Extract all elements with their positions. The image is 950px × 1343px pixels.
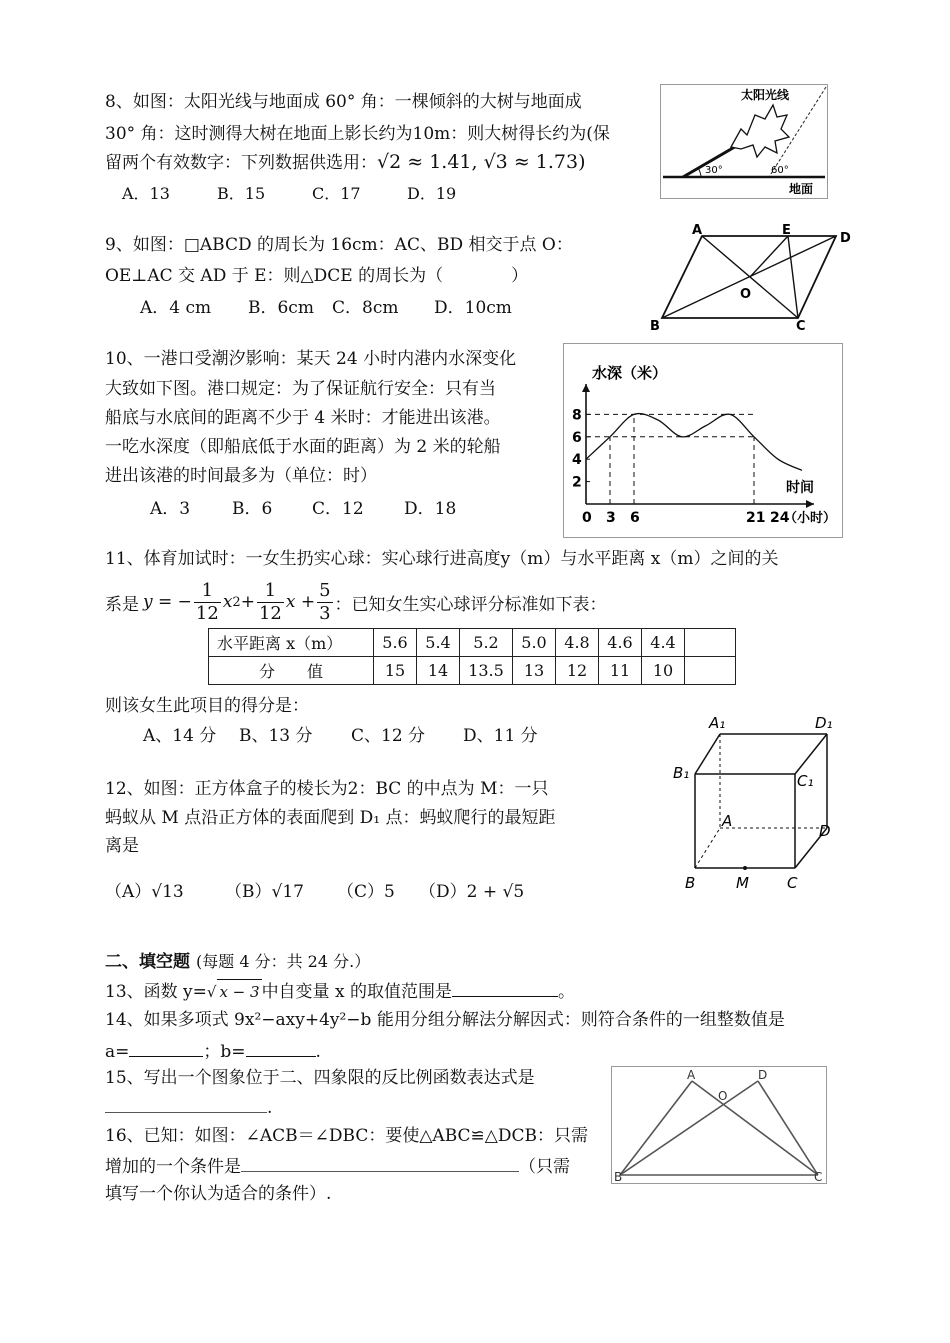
q10-chart-labels: [572, 364, 836, 526]
q16-answer-blank[interactable]: [241, 1153, 519, 1172]
q15-line2: [105, 1094, 272, 1120]
q11-line2: [105, 576, 607, 628]
q11-table-header: 水平距离 x（m）: [209, 629, 374, 657]
q10-line3: 船底与水底间的距离不少于 4 米时：才能进出该港。: [105, 408, 501, 428]
q8-line1: 8、如图：太阳光线与地面成 60° 角：一棵倾斜的大树与地面成: [105, 92, 582, 112]
q16-label-a: A: [687, 1068, 696, 1082]
q11-after: 则该女生此项目的得分是：: [105, 696, 309, 716]
q13-sqrt: x − 3: [217, 979, 261, 1004]
q11-score-cell: 12: [556, 657, 599, 685]
y-tick-label: 4: [572, 452, 582, 469]
q8-figure: [660, 84, 828, 199]
q8-line3-text: 留两个有效数字：下列数据供选用：: [105, 153, 377, 173]
q11-table-row-label: 分 值: [209, 657, 374, 685]
q8-figure-svg: [661, 85, 827, 198]
q12-label-m: M: [736, 874, 749, 892]
y-axis-arrow: [582, 384, 590, 392]
q16-line2: [105, 1153, 570, 1179]
q11-frac3-den: 3: [319, 602, 331, 624]
q12-option-c: （C）5: [337, 882, 395, 902]
q11-formula-sup: 2: [232, 594, 241, 610]
q9-segment-ce: [788, 236, 798, 318]
q13-answer-blank[interactable]: [452, 978, 558, 997]
x-tick-label: 6: [630, 510, 640, 526]
q11-frac2-num: 1: [257, 580, 284, 603]
x-tick-label: 21: [746, 510, 766, 526]
q12-line1: 12、如图：正方体盒子的棱长为2：BC 的中点为 M：一只: [105, 779, 549, 799]
q8-line2: 30° 角：这时测得大树在地面上影长约为10m：则大树得长约为(保: [105, 124, 610, 144]
q9-line1: 9、如图：□ABCD 的周长为 16cm：AC、BD 相交于点 O：: [105, 235, 573, 255]
q16-label-o: O: [718, 1089, 728, 1103]
q11-score-cell: 10: [642, 657, 685, 685]
q8-option-b: B．15: [217, 184, 266, 203]
q13-end: 。: [557, 982, 575, 1002]
q11-frac1-num: 1: [194, 580, 221, 603]
q11-score-cell: 13: [513, 657, 556, 685]
q8-options: [122, 181, 456, 204]
q12-label-a1: A₁: [709, 714, 726, 732]
q8-angle-arc-30: [698, 168, 701, 177]
q10-chart-svg: [564, 344, 842, 537]
q8-tree-crown: [731, 105, 789, 157]
x-tick-label: 24: [770, 510, 790, 526]
q11-line2-pre: 系是: [105, 594, 139, 615]
q10-line2: 大致如下图。港口规定：为了保证航行安全：只有当: [105, 379, 496, 399]
q15-line1: 15、写出一个图象位于二、四象限的反比例函数表达式是: [105, 1068, 535, 1088]
q9-option-d: D．10cm: [434, 298, 512, 318]
q12-edge-b1a1: [695, 734, 720, 774]
q10-chart-series: [586, 414, 802, 471]
q8-option-a: A．13: [122, 184, 170, 203]
tide-depth-line: [586, 414, 802, 471]
q11-formula-x: x +: [285, 592, 316, 612]
q12-option-a: （A）√13: [105, 882, 184, 902]
section2-heading: [105, 950, 370, 974]
q12-line2: 蚂蚁从 M 点沿正方体的表面爬到 D₁ 点：蚂蚁爬行的最短距: [105, 808, 556, 828]
q10-chart: [563, 343, 843, 538]
x-tick-label: 0: [582, 510, 592, 526]
q8-label-ground: 地面: [789, 182, 814, 196]
q14-sep: ；b=: [203, 1042, 246, 1062]
q11-frac2: [257, 580, 284, 625]
q16-line2-pre: 增加的一个条件是: [105, 1157, 241, 1177]
q9-label-d: D: [840, 231, 851, 246]
q14-line1: 14、如果多项式 9x²−axy+4y²−b 能用分组分解法分解因式：则符合条件的一组整数值是: [105, 1010, 785, 1030]
q10-option-b: B．6: [232, 499, 273, 519]
y-tick-label: 2: [572, 474, 582, 491]
q11-score-cell: 14: [417, 657, 460, 685]
q11-score-cell: 11: [599, 657, 642, 685]
q12-label-c1: C₁: [797, 772, 814, 790]
q11-option-a: A、14 分: [143, 726, 217, 746]
q11-frac3-num: 5: [319, 579, 331, 601]
table-row: [209, 629, 736, 657]
q16-label-d: D: [758, 1068, 768, 1082]
section2-note: (每题 4 分：共 24 分.）: [196, 952, 371, 971]
q10-line1: 10、一港口受潮汐影响：某天 24 小时内港内水深变化: [105, 349, 517, 369]
q11-distance-cell: 5.6: [374, 629, 417, 657]
q10-line4: 一吃水深度（即船底低于水面的距离）为 2 米的轮船: [105, 437, 501, 457]
y-tick-label: 8: [572, 407, 582, 424]
section2-title: 二、填空题: [105, 952, 190, 972]
q11-frac1-den: 12: [195, 602, 219, 624]
q9-option-c: C．8cm: [332, 298, 399, 318]
q8-line3: [105, 150, 586, 175]
q8-option-d: D．19: [407, 184, 457, 203]
q14-b-blank[interactable]: [246, 1038, 316, 1057]
q12-label-d: D: [819, 822, 831, 840]
q12-option-d: （D）2 + √5: [419, 882, 525, 902]
q16-label-c: C: [814, 1170, 823, 1183]
q11-option-b: B、13 分: [239, 726, 313, 746]
q10-chart-reference-lines: [586, 414, 754, 504]
q11-formula-plus: +: [240, 592, 255, 612]
q12-label-a: A: [722, 812, 733, 830]
q11-score-cell: [685, 657, 736, 685]
q8-label-60: 60°: [771, 165, 789, 176]
q9-diagonal-bd: [662, 236, 836, 318]
q12-edge-c1d1: [795, 734, 827, 774]
x-axis-title-unit: （小时）: [784, 511, 837, 526]
y-tick-label: 6: [572, 429, 582, 446]
q12-cube-figure: [665, 706, 855, 896]
q10-option-d: D．18: [404, 499, 457, 519]
q13-line: 13、函数 y=√ x − 3 中自变量 x 的取值范围是 。: [105, 978, 575, 1004]
q16-line1: 16、已知：如图：∠ACB＝∠DBC：要使△ABC≌△DCB：只需: [105, 1126, 588, 1146]
q12-edge-ba-hidden: [695, 828, 720, 868]
y-axis-title: 水深（米）: [592, 364, 668, 382]
q14-line2: [105, 1038, 321, 1064]
q11-distance-cell: 4.4: [642, 629, 685, 657]
q11-score-table: [208, 628, 736, 685]
q11-distance-cell: 5.4: [417, 629, 460, 657]
q11-distance-cell: 4.8: [556, 629, 599, 657]
q11-distance-cell: 5.0: [513, 629, 556, 657]
q12-point-m: [743, 866, 747, 870]
x-axis-title: 时间: [786, 480, 814, 496]
table-row: [209, 657, 736, 685]
q12-label-c: C: [787, 874, 798, 892]
q15-end: .: [267, 1098, 273, 1118]
q12-label-b: B: [685, 874, 696, 892]
q10-chart-axes: [582, 384, 814, 508]
q9-line2: OE⊥AC 交 AD 于 E：则△DCE 的周长为（ ）: [105, 266, 529, 286]
q14-a-label: a=: [105, 1042, 130, 1062]
q12-options: [105, 877, 524, 902]
q13-post: 中自变量 x 的取值范围是: [261, 982, 452, 1002]
q10-line5: 进出该港的时间最多为（单位：时）: [105, 466, 377, 486]
q14-a-blank[interactable]: [129, 1038, 203, 1057]
q9-segment-oe: [750, 236, 788, 277]
x-tick-label: 3: [606, 510, 616, 526]
q11-frac1: [194, 580, 221, 625]
q16-segment-ba: [620, 1081, 692, 1175]
q9-option-b: B．6cm: [248, 298, 314, 318]
q16-segment-ca: [692, 1081, 818, 1175]
q12-option-b: （B）√17: [225, 882, 304, 902]
q16-figure-svg: [612, 1067, 826, 1183]
q16-label-b: B: [614, 1170, 623, 1183]
q12-label-d1: D₁: [815, 714, 833, 732]
q12-line3: 离是: [105, 836, 139, 856]
q9-figure: [640, 222, 860, 334]
q15-answer-blank[interactable]: [105, 1094, 267, 1113]
q11-score-cell: 13.5: [460, 657, 513, 685]
x-axis-arrow: [806, 500, 814, 508]
q11-line1: 11、体育加试时：一女生扔实心球：实心球行进高度y（m）与水平距离 x（m）之间的关: [105, 549, 779, 569]
q16-segment-cd: [758, 1081, 818, 1175]
q9-label-e: E: [782, 223, 791, 238]
q10-option-c: C．12: [312, 499, 364, 519]
q13-pre: 13、函数 y=: [105, 982, 207, 1002]
q9-label-o: O: [740, 287, 752, 302]
q11-options: [143, 721, 538, 746]
q11-option-d: D、11 分: [463, 726, 538, 746]
q16-figure: [611, 1066, 827, 1184]
q16-line2-post: （只需: [519, 1157, 570, 1177]
q9-option-a: A．4 cm: [140, 298, 212, 318]
q16-line3: 填写一个你认为适合的条件）.: [105, 1184, 332, 1204]
q11-frac2-den: 12: [258, 602, 282, 624]
q8-line3-math: √2 ≈ 1.41, √3 ≈ 1.73): [377, 151, 586, 173]
q9-label-c: C: [796, 319, 806, 334]
q11-formula-y: y = −: [143, 592, 192, 612]
q11-distance-cell: 4.6: [599, 629, 642, 657]
q11-distance-cell: 5.2: [460, 629, 513, 657]
q12-label-b1: B₁: [673, 764, 690, 782]
q9-label-a: A: [692, 223, 703, 238]
q9-label-b: B: [650, 319, 660, 334]
q11-formula-x2: x: [222, 592, 233, 612]
q9-options: [140, 293, 512, 318]
q11-line2-post: ：已知女生实心球评分标准如下表：: [334, 594, 607, 615]
q8-option-c: C．17: [312, 184, 361, 203]
q11-option-c: C、12 分: [351, 726, 426, 746]
q11-score-cell: 15: [374, 657, 417, 685]
q11-distance-cell: [685, 629, 736, 657]
q11-frac3: [317, 580, 332, 625]
q14-end: .: [315, 1042, 321, 1062]
q10-options: [150, 494, 456, 519]
q8-label-sun: 太阳光线: [741, 88, 790, 102]
q8-label-30: 30°: [705, 165, 723, 176]
q10-option-a: A．3: [150, 499, 191, 519]
q16-segment-bd: [620, 1081, 758, 1175]
